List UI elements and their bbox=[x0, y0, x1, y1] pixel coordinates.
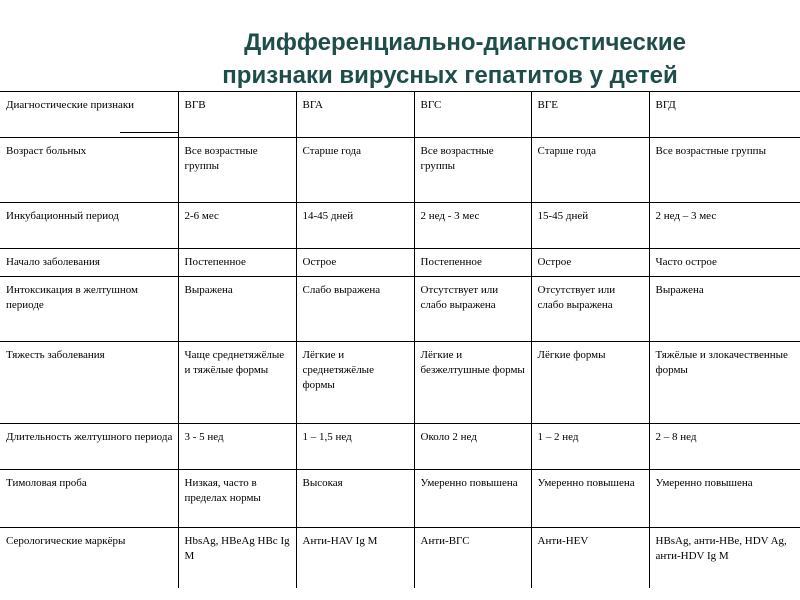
table-cell: Анти-HAV Ig M bbox=[296, 528, 414, 588]
table-row bbox=[0, 277, 800, 342]
table-cell: Острое bbox=[531, 249, 649, 277]
table-cell: 14-45 дней bbox=[296, 203, 414, 249]
slide-title bbox=[150, 26, 750, 92]
table-row bbox=[0, 138, 800, 203]
table-cell: Лёгкие формы bbox=[531, 342, 649, 424]
header-cell-hbv: ВГВ bbox=[178, 92, 296, 138]
table-cell: Все возрастные группы bbox=[178, 138, 296, 203]
table-row bbox=[0, 342, 800, 424]
title-line-2: признаки вирусных гепатитов у детей bbox=[222, 62, 678, 89]
table-cell: Слабо выражена bbox=[296, 277, 414, 342]
table-cell: Постепенное bbox=[414, 249, 531, 277]
table-cell: Анти-HEV bbox=[531, 528, 649, 588]
header-underline bbox=[120, 132, 178, 133]
table-cell: Старше года bbox=[296, 138, 414, 203]
table-cell: Умеренно повышена bbox=[531, 470, 649, 528]
table-cell: Отсутствует или слабо выражена bbox=[531, 277, 649, 342]
row-label: Тимоловая проба bbox=[0, 470, 178, 528]
table-cell: Высокая bbox=[296, 470, 414, 528]
table-row bbox=[0, 528, 800, 588]
table-cell: Выражена bbox=[649, 277, 800, 342]
table-cell: Анти-ВГС bbox=[414, 528, 531, 588]
table-row bbox=[0, 203, 800, 249]
header-cell-hdv: ВГД bbox=[649, 92, 800, 138]
table-cell: Лёгкие и безжелтушные формы bbox=[414, 342, 531, 424]
row-label: Возраст больных bbox=[0, 138, 178, 203]
table-cell: Старше года bbox=[531, 138, 649, 203]
header-cell-hcv: ВГС bbox=[414, 92, 531, 138]
table-cell: HbsAg, HBeAg HBc Ig M bbox=[178, 528, 296, 588]
table-cell: Выражена bbox=[178, 277, 296, 342]
table-cell: Низкая, часто в пределах нормы bbox=[178, 470, 296, 528]
table-cell: Тяжёлые и злокачественные формы bbox=[649, 342, 800, 424]
row-label: Интоксикация в желтушном периоде bbox=[0, 277, 178, 342]
header-label: Диагностические признаки bbox=[6, 99, 135, 111]
table-row bbox=[0, 249, 800, 277]
table-cell: Около 2 нед bbox=[414, 424, 531, 470]
table-cell: Острое bbox=[296, 249, 414, 277]
table-header-row bbox=[0, 92, 800, 138]
table-cell: 1 – 2 нед bbox=[531, 424, 649, 470]
table-cell: 2-6 мес bbox=[178, 203, 296, 249]
table-cell: Отсутствует или слабо выражена bbox=[414, 277, 531, 342]
table-cell: Чаще среднетяжёлые и тяжёлые формы bbox=[178, 342, 296, 424]
table-cell: HBsAg, анти-HBe, HDV Ag, анти-HDV Ig M bbox=[649, 528, 800, 588]
header-cell-hev: ВГЕ bbox=[531, 92, 649, 138]
table-row bbox=[0, 470, 800, 528]
table-cell: 15-45 дней bbox=[531, 203, 649, 249]
table-cell: 1 – 1,5 нед bbox=[296, 424, 414, 470]
table-cell: 2 нед - 3 мес bbox=[414, 203, 531, 249]
table-row bbox=[0, 424, 800, 470]
table-cell: 2 – 8 нед bbox=[649, 424, 800, 470]
table-cell: Умеренно повышена bbox=[649, 470, 800, 528]
row-label: Длительность желтушного периода bbox=[0, 424, 178, 470]
table-cell: Все возрастные группы bbox=[649, 138, 800, 203]
table-cell: 3 - 5 нед bbox=[178, 424, 296, 470]
row-label: Серологические маркёры bbox=[0, 528, 178, 588]
header-cell-hav: ВГА bbox=[296, 92, 414, 138]
table-cell: Все возрастные группы bbox=[414, 138, 531, 203]
row-label: Инкубационный период bbox=[0, 203, 178, 249]
table-cell: Постепенное bbox=[178, 249, 296, 277]
table-cell: Часто острое bbox=[649, 249, 800, 277]
table-cell: Умеренно повышена bbox=[414, 470, 531, 528]
row-label: Тяжесть заболевания bbox=[0, 342, 178, 424]
table-cell: 2 нед – 3 мес bbox=[649, 203, 800, 249]
row-label: Начало заболевания bbox=[0, 249, 178, 277]
diagnostic-table bbox=[0, 91, 800, 588]
title-line-1: Дифференциально-диагностические bbox=[244, 29, 686, 56]
header-cell-signs bbox=[0, 92, 178, 138]
table-cell: Лёгкие и среднетяжёлые формы bbox=[296, 342, 414, 424]
